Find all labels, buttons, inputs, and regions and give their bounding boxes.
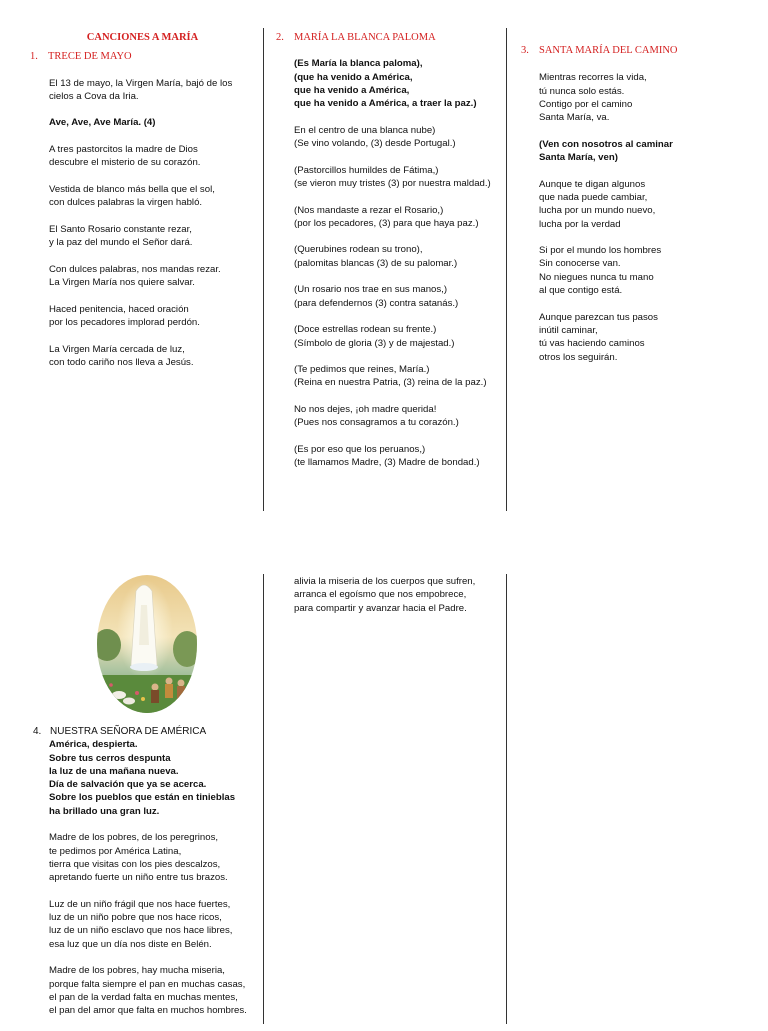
document-title: CANCIONES A MARÍA [86, 32, 199, 43]
song-3-number: 3. [521, 45, 529, 56]
lyric-line: cielos a Cova da Iria. [49, 90, 139, 102]
stanza [294, 204, 504, 231]
lyric-line: Haced penitencia, haced oración [49, 303, 189, 315]
lyric-line: Vestida de blanco más bella que el sol, [49, 183, 215, 195]
lyric-line: (por los pecadores, (3) para que haya paz.) [294, 217, 479, 229]
lyric-line: (Te pedimos que reines, María.) [294, 364, 430, 376]
song-2-number: 2. [276, 32, 284, 43]
stanza [539, 138, 751, 165]
lyric-line: el pan del amor que falta en muchos hombres. [49, 1005, 247, 1017]
song-1-number: 1. [30, 51, 38, 63]
lyric-line: Luz de un niño frágil que nos hace fuertes, [49, 898, 231, 910]
stanza [294, 363, 504, 390]
stanza [294, 443, 504, 470]
lyric-line: (Pastorcillos humildes de Fátima,) [294, 164, 439, 176]
lyric-line: (Es por eso que los peruanos,) [294, 443, 426, 455]
stanza [49, 263, 255, 290]
song-4-lyrics [49, 738, 261, 1017]
lyric-line: que ha venido a América, [294, 84, 410, 96]
lyric-line: al que contigo está. [539, 285, 623, 297]
lyric-line: lucha por un mundo nuevo, [539, 205, 656, 217]
lyric-line: La Virgen María cercada de luz, [49, 343, 185, 355]
lyric-line: la luz de una mañana nueva. [49, 765, 179, 777]
stanza [294, 243, 504, 270]
lyric-line: A tres pastorcitos la madre de Dios [49, 144, 198, 156]
stanza [49, 738, 261, 818]
lyric-line: No niegues nunca tu mano [539, 271, 654, 283]
stanza [294, 323, 504, 350]
lyric-line: luz de un niño pobre que nos hace ricos, [49, 912, 222, 924]
lyric-line: Aunque parezcan tus pasos [539, 311, 658, 323]
lyric-line: ha brillado una gran luz. [49, 805, 160, 817]
lyric-line: con todo cariño nos lleva a Jesús. [49, 356, 194, 368]
lyric-line: Mientras recorres la vida, [539, 72, 647, 84]
stanza [49, 77, 255, 104]
lyric-line: por los pecadores implorad perdón. [49, 316, 200, 328]
lyric-line: porque falta siempre el pan en muchas casas, [49, 978, 246, 990]
song-1-title: TRECE DE MAYO [48, 51, 132, 63]
column-2 [276, 31, 504, 483]
song-4-block [33, 725, 261, 1031]
stanza [49, 898, 261, 951]
column-3 [521, 44, 751, 377]
stanza [49, 343, 255, 370]
lyric-line: que ha venido a América, a traer la paz.) [294, 98, 477, 110]
column-divider [263, 28, 264, 511]
lyric-line: El 13 de mayo, la Virgen María, bajó de los [49, 77, 233, 89]
stanza [49, 223, 255, 250]
stanza [294, 575, 504, 615]
lyric-line: Día de salvación que ya se acerca. [49, 779, 207, 791]
lyric-line: La Virgen María nos quiere salvar. [49, 277, 195, 289]
lyric-line: (te llamamos Madre, (3) Madre de bondad.) [294, 457, 480, 469]
song-4-heading [33, 725, 261, 738]
lyric-line: apretando fuerte un niño entre tus brazos. [49, 872, 228, 884]
lyric-line: Santa María, ven) [539, 152, 618, 164]
lyric-line: tierra que visitas con los pies descalzos, [49, 858, 221, 870]
lyric-line: (Nos mandaste a rezar el Rosario,) [294, 204, 444, 216]
lyric-line: Aunque te digan algunos [539, 178, 646, 190]
lyric-line: y la paz del mundo el Señor dará. [49, 237, 193, 249]
lyric-line: Si por el mundo los hombres [539, 245, 662, 257]
lyric-line: esa luz que un día nos diste en Belén. [49, 938, 212, 950]
lyric-line: (Se vino volando, (3) desde Portugal.) [294, 138, 456, 150]
stanza [49, 183, 255, 210]
stanza [49, 303, 255, 330]
lyric-line: (que ha venido a América, [294, 71, 413, 83]
stanza [294, 124, 504, 151]
lyric-line: descubre el misterio de su corazón. [49, 157, 201, 169]
lyric-line: Sobre tus cerros despunta [49, 752, 171, 764]
stanza [294, 57, 504, 110]
lyric-line: Sobre los pueblos que están en tinieblas [49, 792, 236, 804]
lyric-line: (Querubines rodean su trono), [294, 244, 423, 256]
lyric-line: que nada puede cambiar, [539, 191, 648, 203]
stanza [294, 164, 504, 191]
song-2-lyrics [294, 57, 504, 469]
lyric-line: Madre de los pobres, hay mucha miseria, [49, 965, 225, 977]
lyric-line: (se vieron muy tristes (3) por nuestra maldad.) [294, 177, 491, 189]
lyric-line: inútil caminar, [539, 324, 598, 336]
lyric-line: el pan de la verdad falta en muchas mentes, [49, 991, 238, 1003]
stanza [294, 283, 504, 310]
column-divider [263, 574, 264, 1024]
virgin-mary-image [97, 575, 197, 713]
song-1-heading [30, 50, 255, 63]
lyric-line: (palomitas blancas (3) de su palomar.) [294, 257, 458, 269]
lyric-line: (Doce estrellas rodean su frente.) [294, 324, 437, 336]
lyric-line: Sin conocerse van. [539, 258, 621, 270]
stanza [49, 143, 255, 170]
lyric-line: (Reina en nuestra Patria, (3) reina de la paz.) [294, 377, 487, 389]
lyric-line: Con dulces palabras, nos mandas rezar. [49, 263, 221, 275]
lyric-line: Contigo por el camino [539, 98, 633, 110]
lyric-line: El Santo Rosario constante rezar, [49, 223, 192, 235]
song-3-lyrics [539, 71, 751, 364]
stanza [539, 178, 751, 231]
lyric-line: No nos dejes, ¡oh madre querida! [294, 404, 437, 416]
song-4-title: NUESTRA SEÑORA DE AMÉRICA [50, 726, 207, 737]
column-divider [506, 574, 507, 1024]
stanza [539, 244, 751, 297]
lyric-line: En el centro de una blanca nube) [294, 124, 436, 136]
song-4-continuation [294, 575, 504, 628]
lyric-line: para compartir y avanzar hacia el Padre. [294, 602, 467, 614]
lyric-line: (Pues nos consagramos a tu corazón.) [294, 417, 459, 429]
lyric-line: te pedimos por América Latina, [49, 845, 182, 857]
lyric-line: otros los seguirán. [539, 351, 618, 363]
stanza [539, 71, 751, 124]
lyric-line: tú nunca solo estás. [539, 85, 625, 97]
song-3-heading [521, 44, 751, 57]
lyric-line: arranca el egoísmo que nos empobrece, [294, 589, 467, 601]
lyric-line: lucha por la verdad [539, 218, 621, 230]
song-2-title: MARÍA LA BLANCA PALOMA [294, 32, 436, 43]
lyric-line: con dulces palabras la virgen habló. [49, 197, 203, 209]
song-1-lyrics [49, 77, 255, 370]
song-2-heading [276, 31, 504, 44]
stanza [294, 403, 504, 430]
column-divider [506, 28, 507, 511]
lyric-line: (Símbolo de gloria (3) y de majestad.) [294, 337, 455, 349]
lyric-line: luz de un niño esclavo que nos hace libres, [49, 925, 233, 937]
lyric-line: tú vas haciendo caminos [539, 338, 645, 350]
lyric-line: Ave, Ave, Ave María. (4) [49, 117, 156, 129]
song-3-title: SANTA MARÍA DEL CAMINO [539, 45, 678, 56]
stanza [49, 831, 261, 884]
lyric-line: alivia la miseria de los cuerpos que sufren, [294, 576, 476, 587]
lyric-line: Madre de los pobres, de los peregrinos, [49, 832, 219, 844]
lyric-line: (Un rosario nos trae en sus manos,) [294, 284, 448, 296]
stanza [49, 964, 261, 1017]
lyric-line: América, despierta. [49, 739, 138, 751]
lyric-line: (Es María la blanca paloma), [294, 58, 423, 70]
stanza [49, 116, 255, 129]
lyric-line: (para defendernos (3) contra satanás.) [294, 297, 459, 309]
lyric-line: Santa María, va. [539, 112, 610, 124]
lyric-line: (Ven con nosotros al caminar [539, 138, 673, 150]
song-4-number: 4. [33, 726, 42, 737]
column-1 [30, 31, 255, 382]
stanza [539, 311, 751, 364]
